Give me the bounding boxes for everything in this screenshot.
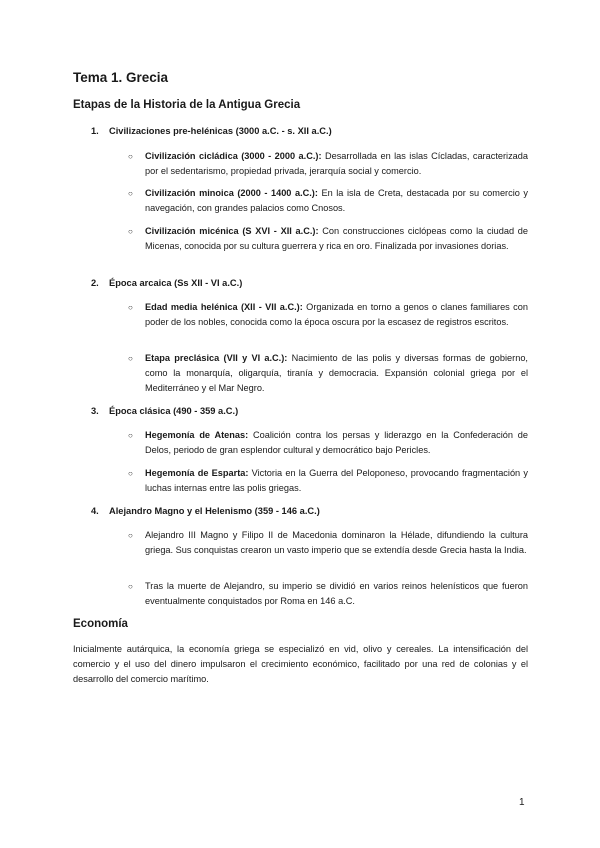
period-number: 2. <box>91 278 99 288</box>
bullet-icon: ○ <box>128 354 133 363</box>
period-title: Civilizaciones pre-helénicas (3000 a.C. - s. XII a.C.) <box>109 126 332 136</box>
period-heading <box>91 278 242 288</box>
page-number: 1 <box>519 797 525 808</box>
bullet-icon: ○ <box>128 227 133 236</box>
item-term: Etapa preclásica (VII y VI a.C.): <box>145 353 288 363</box>
period-heading <box>91 506 320 516</box>
bullet-icon: ○ <box>128 431 133 440</box>
bullet-icon: ○ <box>128 189 133 198</box>
list-item <box>128 579 528 609</box>
period-title: Época clásica (490 - 359 a.C.) <box>109 406 239 416</box>
period-number: 3. <box>91 406 99 416</box>
economy-heading: Economía <box>73 618 128 630</box>
list-item <box>128 466 528 496</box>
period-number: 4. <box>91 506 99 516</box>
item-text: En la isla de Creta, destacada por su comercio y navegación, con grandes palacios como Cnosos. <box>145 188 528 214</box>
period-title: Alejandro Magno y el Helenismo (359 - 146 a.C.) <box>109 506 320 516</box>
item-text: Alejandro III Magno y Filipo II de Macedonia dominaron la Hélade, difundiendo la cultura griega. Sus conquistas crearon un vasto imperio que se extendía desde Grecia hasta la India. <box>145 530 528 556</box>
item-term: Hegemonía de Atenas: <box>145 430 249 440</box>
page-title: Tema 1. Grecia <box>73 70 169 85</box>
period-number: 1. <box>91 126 99 136</box>
list-item <box>128 186 528 216</box>
list-item <box>128 149 528 179</box>
item-text: Victoria en la Guerra del Peloponeso, provocando fragmentación y luchas internas entre las polis griegas. <box>145 468 528 494</box>
item-term: Edad media helénica (XII - VII a.C.): <box>145 302 303 312</box>
list-item <box>128 351 528 397</box>
item-text: Tras la muerte de Alejandro, su imperio se dividió en varios reinos helenísticos que fueron eventualmente conquistados por Roma en 146 a.C. <box>145 581 528 607</box>
item-text: Con construcciones ciclópeas como la ciudad de Micenas, conocida por su cultura guerrera y rica en oro. Finalizada por invasiones dorias. <box>145 226 528 252</box>
bullet-icon: ○ <box>128 152 133 161</box>
list-item <box>128 428 528 458</box>
list-item <box>128 528 528 558</box>
period-heading <box>91 126 332 136</box>
item-term: Civilización minoica (2000 - 1400 a.C.): <box>145 188 318 198</box>
item-term: Civilización cicládica (3000 - 2000 a.C.): <box>145 151 322 161</box>
item-term: Civilización micénica (S XVI - XII a.C.): <box>145 226 319 236</box>
item-text: Desarrollada en las islas Cícladas, caracterizada por el sedentarismo, propiedad privada, jerarquía social y comercio. <box>145 151 529 177</box>
period-title: Época arcaica (Ss XII - VI a.C.) <box>109 278 243 288</box>
bullet-icon: ○ <box>128 469 133 478</box>
bullet-icon: ○ <box>128 303 133 312</box>
list-item <box>128 300 528 330</box>
economy-paragraph: Inicialmente autárquica, la economía griega se especializó en vid, olivo y cereales. La intensificación del comercio y el uso del dinero impulsaron el crecimiento económico, facilitado por una red de colonias y el desarrollo del comercio marítimo. <box>73 644 528 685</box>
period-heading <box>91 406 238 416</box>
item-text: Coalición contra los persas y liderazgo en la Confederación de Delos, periodo de gran esplendor cultural y democrático bajo Pericles. <box>145 430 528 456</box>
item-text: Organizada en torno a genos o clanes familiares con poder de los nobles, conocida como la época oscura por la escasez de registros escritos. <box>145 302 528 328</box>
bullet-icon: ○ <box>128 531 133 540</box>
bullet-icon: ○ <box>128 582 133 591</box>
item-text: Nacimiento de las polis y diversas formas de gobierno, como la monarquía, oligarquía, tiranía y democracia. Expansión colonial griega por el Mediterráneo y el Mar Negro. <box>145 353 528 394</box>
list-item <box>128 224 528 254</box>
item-term: Hegemonía de Esparta: <box>145 468 249 478</box>
section-subtitle: Etapas de la Historia de la Antigua Grecia <box>73 99 301 111</box>
